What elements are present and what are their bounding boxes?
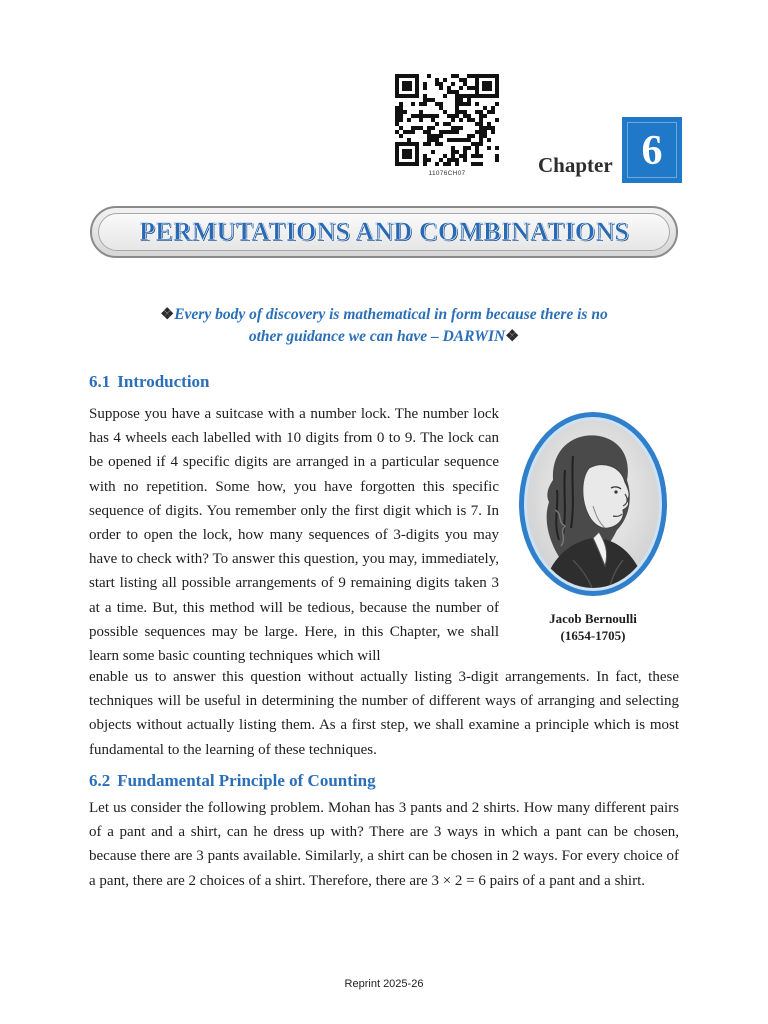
chapter-title-banner-inner bbox=[98, 213, 670, 251]
ornament-icon: ❖ bbox=[160, 306, 175, 323]
portrait-caption bbox=[513, 610, 673, 644]
page-footer: Reprint 2025-26 bbox=[344, 978, 424, 990]
intro-paragraph-part-2: enable us to answer this question without actually listing 3-digit arrangements. In fact, these techniques will be useful in determining the number of different ways of arranging and selecting objects without actually listing them. As a first step, we shall examine a principle which is most fundamental to the learning of these techniques. bbox=[89, 669, 679, 758]
chapter-title-banner bbox=[90, 206, 678, 258]
chapter-number-badge bbox=[622, 117, 682, 183]
chapter-title: PERMUTATIONS AND COMBINATIONS bbox=[139, 217, 629, 246]
quote-line-2: other guidance we can have – DARWIN bbox=[248, 328, 506, 345]
portrait-name: Jacob Bernoulli bbox=[549, 611, 637, 626]
ornament-icon: ❖ bbox=[505, 328, 520, 345]
section-heading-fundamental-principle bbox=[89, 771, 376, 791]
section-number: 6.1 bbox=[89, 372, 111, 391]
qr-code-block bbox=[393, 72, 501, 177]
jacob-bernoulli-portrait bbox=[513, 410, 673, 602]
intro-paragraph-part-1: Suppose you have a suitcase with a number lock. The number lock has 4 wheels each labelled with 10 digits from 0 to 9. The lock can be opened if 4 specific digits are arranged in a particular sequence with no repetition. Some how, you have forgotten this specific sequence of digits. You remember only the first digit which is 7. In order to open the lock, how many sequences of 3-digits you may have to check with? To answer this question, you may, immediately, start listing all possible arrangements of 9 remaining digits taken 3 at a time. But, this method will be tedious, because the number of possible sequences may be large. Here, in this Chapter, we shall learn some basic counting techniques which will bbox=[89, 406, 499, 665]
quote-line-1: Every body of discovery is mathematical in form because there is no bbox=[174, 306, 608, 323]
section-title: Fundamental Principle of Counting bbox=[117, 771, 376, 790]
chapter-label: Chapter bbox=[538, 153, 613, 177]
qr-code-image bbox=[393, 72, 501, 168]
portrait-years: (1654-1705) bbox=[560, 628, 626, 643]
section-heading-introduction bbox=[89, 372, 210, 392]
chapter-number: 6 bbox=[641, 128, 663, 174]
section-title: Introduction bbox=[117, 372, 210, 391]
section-number: 6.2 bbox=[89, 771, 111, 790]
qr-code-label: 11076CH07 bbox=[428, 170, 466, 177]
epigraph-quote bbox=[60, 304, 708, 348]
counting-paragraph: Let us consider the following problem. Mohan has 3 pants and 2 shirts. How many different pairs of a pant and a shirt, can he dress up with? There are 3 ways in which a pant can be chosen, because there are 3 pants available. Similarly, a shirt can be chosen in 2 ways. For every choice of a pant, there are 2 choices of a shirt. Therefore, there are 3 × 2 = 6 pairs of a pant and a shirt. bbox=[89, 800, 679, 889]
